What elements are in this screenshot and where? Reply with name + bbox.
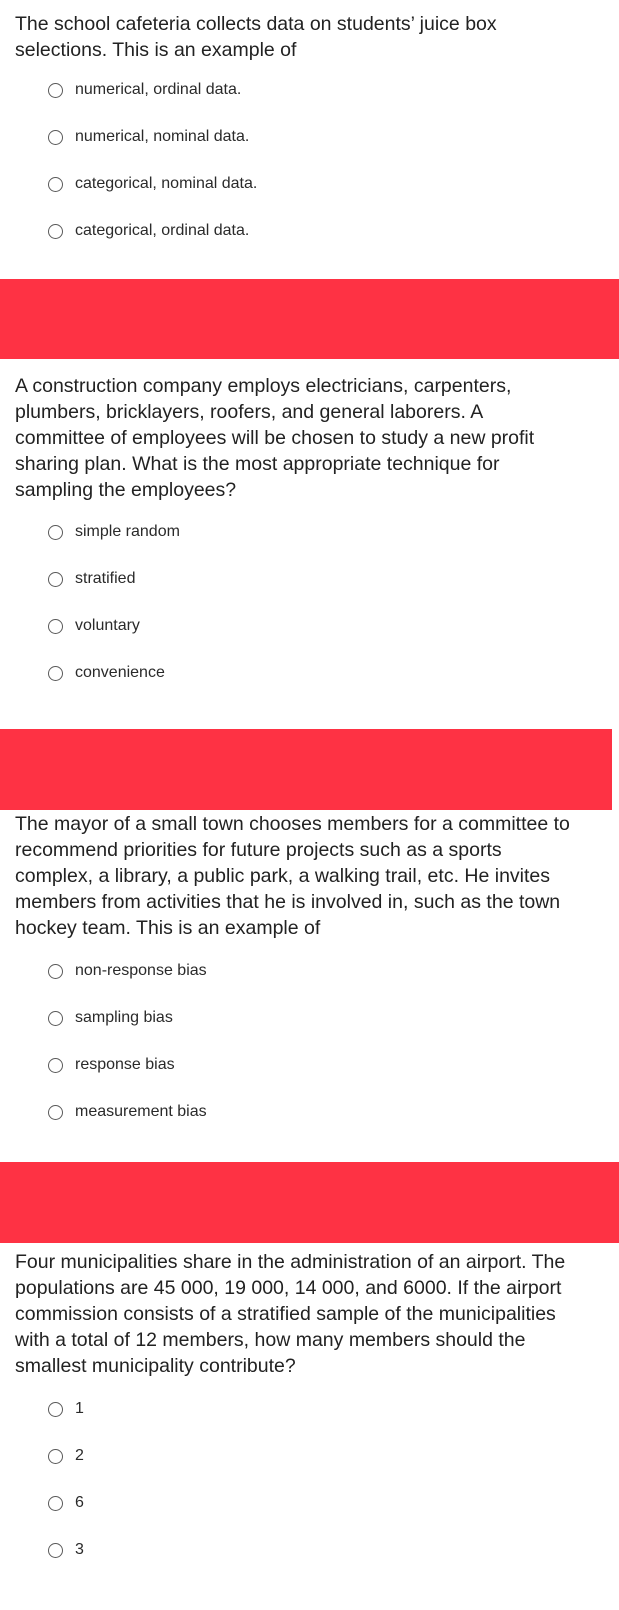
radio-button-icon[interactable] [48, 964, 63, 979]
option-label: categorical, ordinal data. [75, 222, 250, 239]
radio-button-icon[interactable] [48, 1105, 63, 1120]
option-label: simple random [75, 523, 180, 540]
radio-button-icon[interactable] [48, 224, 63, 239]
option-non-response-bias[interactable] [48, 961, 207, 1008]
option-response-bias[interactable] [48, 1055, 207, 1102]
radio-button-icon[interactable] [48, 1058, 63, 1073]
radio-button-icon[interactable] [48, 1402, 63, 1417]
question-2-options [48, 522, 180, 710]
option-sampling-bias[interactable] [48, 1008, 207, 1055]
radio-button-icon[interactable] [48, 666, 63, 681]
option-convenience[interactable] [48, 663, 180, 710]
option-categorical-nominal[interactable] [48, 174, 257, 221]
option-label: numerical, ordinal data. [75, 81, 242, 98]
option-label: categorical, nominal data. [75, 175, 258, 192]
radio-button-icon[interactable] [48, 619, 63, 634]
option-numerical-ordinal[interactable] [48, 80, 257, 127]
option-label: sampling bias [75, 1009, 173, 1026]
question-1-text: The school cafeteria collects data on students’ juice box selections. This is an example of [15, 13, 497, 61]
option-categorical-ordinal[interactable] [48, 221, 257, 268]
option-label: numerical, nominal data. [75, 128, 250, 145]
option-voluntary[interactable] [48, 616, 180, 663]
option-label: measurement bias [75, 1103, 207, 1120]
option-3[interactable] [48, 1540, 84, 1587]
radio-button-icon[interactable] [48, 1011, 63, 1026]
radio-button-icon[interactable] [48, 130, 63, 145]
question-4-options [48, 1399, 84, 1587]
option-numerical-nominal[interactable] [48, 127, 257, 174]
redaction-bar-3 [0, 1162, 619, 1243]
redaction-bar-1 [0, 279, 619, 359]
option-label: voluntary [75, 617, 140, 634]
question-2-text: A construction company employs electricians, carpenters, plumbers, bricklayers, roofers, and general laborers. A committee of employees will be chosen to study a new profit sharing plan. What is the most appropriate technique for sampling the employees? [15, 375, 535, 501]
option-label: convenience [75, 664, 165, 681]
option-measurement-bias[interactable] [48, 1102, 207, 1149]
question-1-options [48, 80, 257, 268]
option-label: 6 [75, 1494, 84, 1511]
option-label: stratified [75, 570, 136, 587]
option-label: non-response bias [75, 962, 207, 979]
radio-button-icon[interactable] [48, 177, 63, 192]
question-3-options [48, 961, 207, 1149]
redaction-bar-2 [0, 729, 612, 810]
option-label: 3 [75, 1541, 84, 1558]
option-label: 1 [75, 1400, 84, 1417]
radio-button-icon[interactable] [48, 1496, 63, 1511]
radio-button-icon[interactable] [48, 1449, 63, 1464]
radio-button-icon[interactable] [48, 525, 63, 540]
question-4-text: Four municipalities share in the administration of an airport. The populations are 45 000, 19 000, 14 000, and 6000. If the airport commission consists of a stratified sample of the municipalities with a total of 12 members, how many members should the smallest municipality contribute? [15, 1251, 566, 1377]
option-2[interactable] [48, 1446, 84, 1493]
radio-button-icon[interactable] [48, 572, 63, 587]
option-simple-random[interactable] [48, 522, 180, 569]
option-label: 2 [75, 1447, 84, 1464]
option-1[interactable] [48, 1399, 84, 1446]
option-6[interactable] [48, 1493, 84, 1540]
question-3-text: The mayor of a small town chooses members for a committee to recommend priorities for future projects such as a sports complex, a library, a public park, a walking trail, etc. He invites members from activities that he is involved in, such as the town hockey team. This is an example of [15, 813, 570, 939]
option-label: response bias [75, 1056, 175, 1073]
option-stratified[interactable] [48, 569, 180, 616]
radio-button-icon[interactable] [48, 83, 63, 98]
radio-button-icon[interactable] [48, 1543, 63, 1558]
